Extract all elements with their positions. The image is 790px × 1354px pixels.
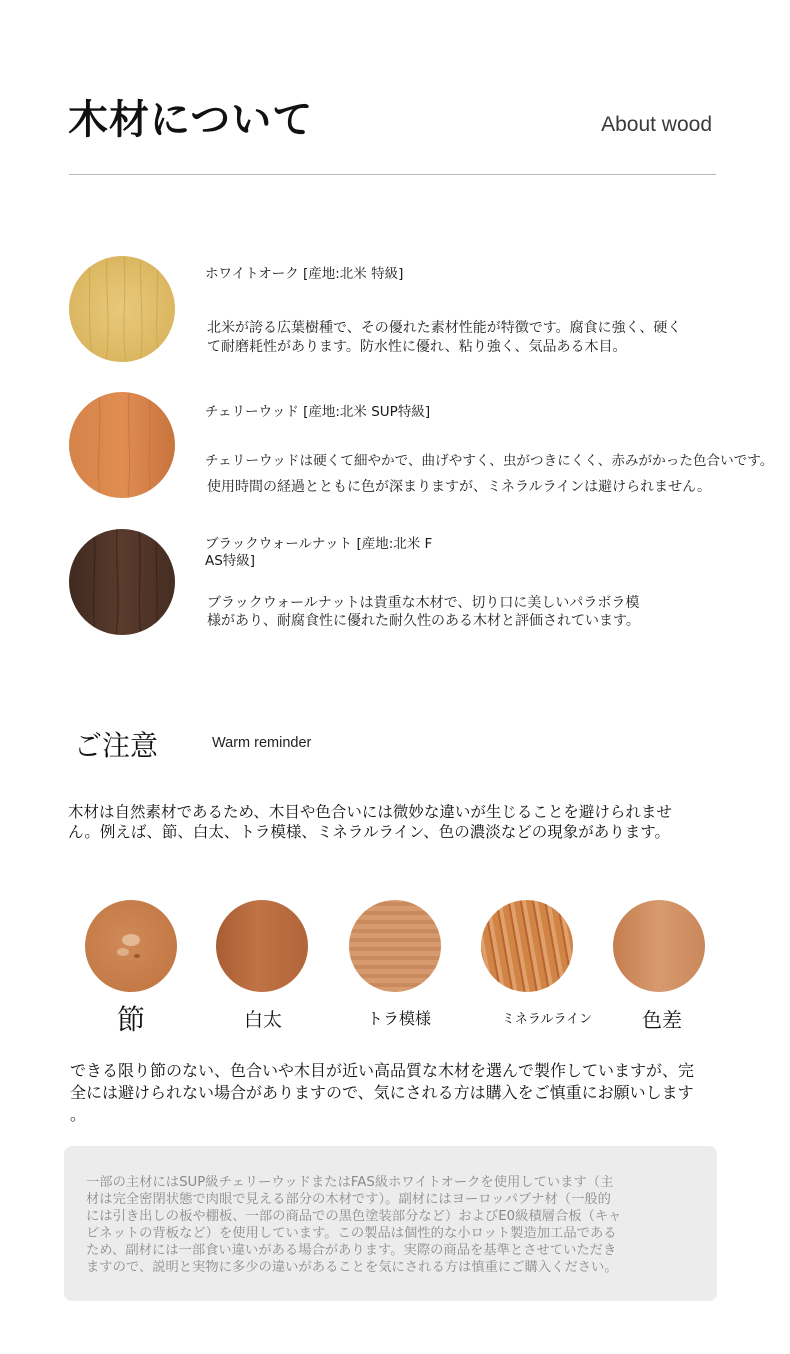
quality-note-line2: 全には避けられない場合がありますので、気にされる方は購入をご慎重にお願いします	[70, 1083, 694, 1102]
sample-sapwood-swatch	[216, 900, 308, 992]
wood-name-black-walnut-line2: AS特級]	[205, 553, 256, 569]
notice-text-line1: 木材は自然素材であるため、木目や色合いには微妙な違いが生じることを避けられませ	[68, 803, 672, 821]
black-walnut-swatch	[69, 529, 175, 635]
sample-label-tiger-stripe: トラ模様	[366, 1009, 431, 1028]
sample-mineral-line-swatch	[481, 900, 573, 992]
quality-note	[70, 1060, 780, 1126]
disclaimer-line2: 材は完全密閉状態で肉眼で見える部分の木材です）。副材にはヨーロッパブナ材（一般的	[86, 1192, 611, 1207]
disclaimer-line4: ビネットの背板など）を使用しています。この製品は個性的な小ロット製造加工品である	[86, 1226, 617, 1241]
wood-desc-white-oak-line1: 北米が誇る広葉樹種で、その優れた素材性能が特徴です。腐食に強く、硬く	[207, 320, 682, 336]
quality-note-line1: できる限り節のない、色合いや木目が近い高品質な木材を選んで製作していますが、完	[70, 1061, 695, 1080]
disclaimer-line5: ため、副材には一部食い違いがある場合があります。実際の商品を基準とさせていただき	[86, 1243, 617, 1258]
wood-name-white-oak: ホワイトオーク [産地:北米 特級]	[205, 266, 404, 282]
white-oak-swatch	[69, 256, 175, 362]
sample-label-color-difference: 色差	[642, 1008, 682, 1032]
notice-text	[68, 802, 748, 842]
sample-label-sapwood: 白太	[243, 1009, 282, 1031]
disclaimer-line3: には引き出しの板や棚板、一部の商品での黒色塗装部分など）およびE0級積層合板（キャ	[86, 1209, 622, 1224]
cherry-wood-swatch	[69, 392, 175, 498]
disclaimer-line1: 一部の主材にはSUP級チェリーウッドまたはFAS級ホワイトオークを使用しています（主	[86, 1175, 614, 1190]
disclaimer-line6: ますので、説明と実物に多少の違いがあることを気にされる方は慎重にご購入ください。	[86, 1260, 618, 1275]
quality-note-line3: 。	[70, 1105, 87, 1124]
wood-name-black-walnut-line1: ブラックウォールナット [産地:北米 F	[205, 536, 433, 552]
page-subtitle-en: About wood	[601, 113, 712, 136]
disclaimer-text	[86, 1174, 698, 1276]
wood-desc-cherry-line2: 使用時間の経過とともに色が深まりますが、ミネラルラインは避けられません。	[207, 479, 711, 495]
notice-text-line2: ん。例えば、節、白太、トラ模様、ミネラルライン、色の濃淡などの現象があります。	[68, 823, 671, 841]
wood-name-cherry: チェリーウッド [産地:北米 SUP特級]	[205, 404, 431, 420]
wood-desc-black-walnut-line2: 様があり、耐腐食性に優れた耐久性のある木材と評価されています。	[207, 613, 640, 629]
sample-label-knot: 節	[116, 1003, 145, 1036]
sample-color-difference-swatch	[613, 900, 705, 992]
sample-knot-swatch	[85, 900, 177, 992]
wood-desc-black-walnut-line1: ブラックウォールナットは貴重な木材で、切り口に美しいパラボラ模	[207, 595, 640, 611]
header-divider	[69, 174, 716, 175]
notice-title: ご注意	[74, 729, 159, 762]
wood-desc-cherry-line1: チェリーウッドは硬くて細やかで、曲げやすく、虫がつきにくく、赤みがかった色合いです。	[205, 453, 774, 469]
wood-desc-white-oak-line2: て耐磨耗性があります。防水性に優れ、粘り強く、気品ある木目。	[207, 339, 627, 355]
page-title: 木材について	[68, 97, 314, 143]
notice-title-en: Warm reminder	[212, 735, 312, 751]
sample-tiger-stripe-swatch	[349, 900, 441, 992]
sample-label-mineral-line: ミネラルライン	[501, 1012, 593, 1027]
